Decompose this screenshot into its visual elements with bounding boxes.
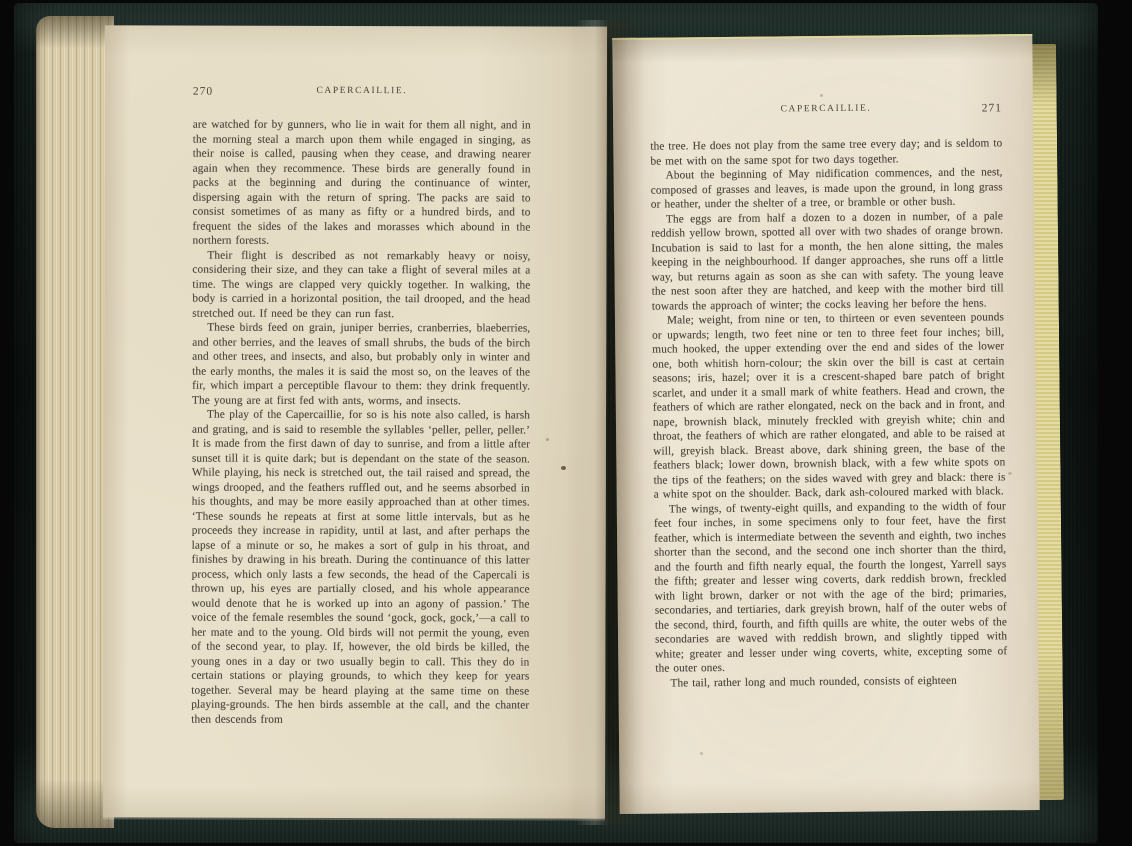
paragraph: are watched for by gunners, who lie in wait for them all night, and in the morning steal a march upon them while engaged in singing, as their noise is called, pausing when they cease, and drawing nearer again when they recommence. These birds are generally found in packs at the beginning and during the continuance of winter, dispersing again with the return of spring. The packs are said to consist sometimes of as many as fifty or a hundred birds, and to frequent the sides of the lakes and morasses which abound in the northern forests. bbox=[192, 118, 531, 247]
running-header-right: CAPERCAILLIE. bbox=[780, 103, 872, 115]
page-left-body bbox=[191, 118, 531, 728]
paragraph: the tree. He does not play from the same tree every day; and is seldom to be met with on the same spot for two days together. bbox=[650, 137, 1003, 168]
page-right-text-column bbox=[650, 102, 1008, 690]
page-right-body bbox=[650, 136, 1007, 690]
paragraph: The wings, of twenty-eight quills, and expanding to the width of four feet four inches, in some specimens only to four feet, have the first feather, which is intermediate between the seventh and eighth, two inches shorter than the second, and the second one inch shorter than the third, and the fourth and fifth nearly equal, the fourth the longest, Yarrell says the fifth; greater and lesser wing coverts, dark reddish brown, freckled with light brown, darker or not with the age of the bird; primaries, secondaries, and tertiaries, dark greyish brown, half of the outer webs of the second, third, fourth, and fifth quills are white, the outer webs of the secondaries are waved with reddish brown, and slightly tipped with white; greater and lesser under wing coverts, white, excepting some of the outer ones. bbox=[653, 499, 1008, 675]
running-header-left: CAPERCAILLIE. bbox=[316, 85, 408, 97]
paragraph: These birds feed on grain, juniper berries, cranberries, blaeberries, and other berries, and the leaves of small shrubs, the buds of the birch and other trees, and insects, and also, but probably only in winter and the early months, the males it is said the most so, on the leaves of the fir, which impart a perceptible flavour to them: they drink frequently. The young are at first fed with ants, worms, and insects. bbox=[192, 321, 531, 407]
paragraph: About the beginning of May nidification commences, and the nest, composed of grasses and leaves, is made upon the ground, in long grass or heather, under the shelter of a tree, or bramble or other bush. bbox=[650, 166, 1003, 211]
page-number-right: 271 bbox=[981, 102, 1003, 115]
paragraph: Their flight is described as not remarkably heavy or noisy, considering their size, and they can take a flight of several miles at a time. The wings are clapped very quickly together. In walking, the body is carried in a horizontal position, the tail drooped, and the head stretched out. If need be they can run fast. bbox=[192, 249, 531, 320]
page-left bbox=[103, 25, 607, 818]
page-left-text-column bbox=[191, 86, 531, 728]
page-right-header bbox=[650, 102, 1002, 137]
paragraph: The play of the Capercaillie, for so is his note also called, is harsh and grating, and is said to resemble the syllables ‘peller, peller, peller.’ It is made from the first dawn of day to sunrise, and from a little after sunset till it is quite dark; but is dependant on the state of the season. While playing, his neck is stretched out, the tail raised and spread, the wings drooped, and the feathers ruffled out, and he seems absorbed in his thoughts, and may be more easily approached than at other times. ‘These sounds he repeats at first at some little intervals, but as he proceeds they increase in rapidity, until at last, and after perhaps the lapse of a minute or so, he makes a sort of gulp in his throat, and finishes by drawing in his breath. During the continuance of this latter process, which only lasts a few seconds, the head of the Capercali is thrown up, his eyes are partially closed, and his whole appearance would denote that he is worked up into an agony of passion.’ The voice of the female resembles the sound ‘gock, gock, gock,’—a call to her mate and to the young. Old birds will not permit the young, even of the second year, to play. If, however, the old birds be killed, the young ones in a day or two usually begin to call. This they do in certain stations or playing grounds, to which they keep for years together. Several may be heard playing at the same time on these playing-grounds. The hen birds assemble at the call, and the chanter then descends from bbox=[191, 408, 531, 726]
paragraph: Male; weight, from nine or ten, to thirteen or even seventeen pounds or upwards; length, two feet nine or ten to three feet four inches; bill, much hooked, the upper extending over the end and sides of the lower one, both whitish horn-colour; the skin over the bill is cast at certain seasons; iris, hazel; over it is a crescent-shaped bare patch of bright scarlet, and under it a small mark of white feathers. Head and crown, the feathers of which are rather elongated, neck on the back and in front, and nape, brownish black, minutely freckled with greyish white; chin and throat, the feathers of which are rather elongated, and able to be raised at will, greyish black. Breast above, dark shining green, the base of the feathers black; lower down, brownish black, with a few white spots on the tips of the feathers; on the sides waved with grey and black: there is a white spot on the shoulder. Back, dark ash-coloured marked with black. bbox=[652, 311, 1006, 501]
page-number-left: 270 bbox=[192, 85, 214, 98]
paragraph: The tail, rather long and much rounded, consists of eighteen bbox=[670, 674, 957, 690]
page-right bbox=[612, 34, 1039, 814]
paragraph: The eggs are from half a dozen to a dozen in number, of a pale reddish yellow brown, spotted all over with two shades of orange brown. Incubation is said to last for a month, the hen alone sitting, the males keeping in the neighbourhood. If danger approaches, she runs off a little way, but returns again as soon as she can with safety. The young leave the nest soon after they are hatched, and keep with the mother bird till towards the approach of winter; the cocks leaving her before the hens. bbox=[651, 209, 1004, 313]
page-left-header bbox=[193, 86, 531, 119]
